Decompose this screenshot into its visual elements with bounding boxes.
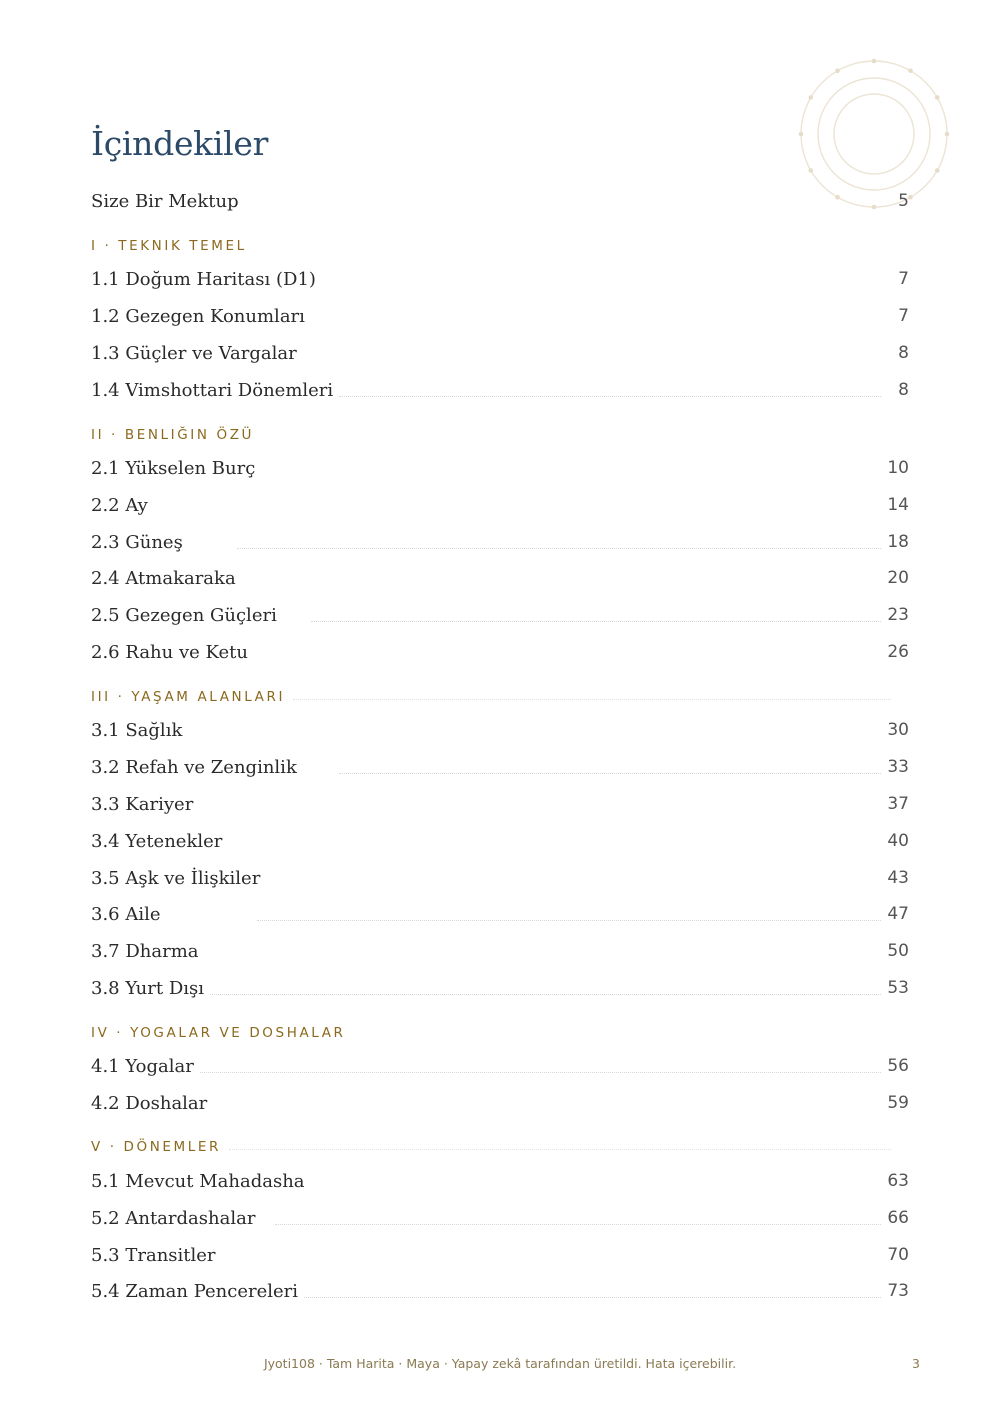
toc-entry[interactable] (91, 973, 909, 1003)
toc-entry-label: 3.4 Yetenekler (91, 831, 228, 852)
toc-entry[interactable] (91, 1203, 909, 1233)
toc-entry-label: 2.2 Ay (91, 495, 154, 516)
toc-entry-label: 3.1 Sağlık (91, 720, 188, 741)
toc-entry-page: 8 (898, 380, 909, 400)
toc-entry-page: 53 (887, 978, 909, 998)
toc-entry-label: 2.5 Gezegen Güçleri (91, 605, 283, 626)
toc-entry[interactable] (91, 375, 909, 405)
toc-entry[interactable] (91, 752, 909, 782)
toc-entry-label: 3.6 Aile (91, 904, 167, 925)
toc-entry-page: 63 (887, 1171, 909, 1191)
toc-entry[interactable] (91, 715, 909, 745)
page-footer: Jyoti108 · Tam Harita · Maya · Yapay zekâ tarafından üretildi. Hata içerebilir. (263, 1356, 737, 1371)
toc-entry[interactable] (91, 490, 909, 520)
toc-entry-page: 37 (887, 794, 909, 814)
page-title: İçindekiler (91, 124, 269, 163)
toc-entry[interactable] (91, 527, 909, 557)
toc-entry-label: 3.2 Refah ve Zenginlik (91, 757, 303, 778)
toc-entry-label: 5.3 Transitler (91, 1245, 222, 1266)
toc-entry-label: 5.2 Antardashalar (91, 1208, 261, 1229)
dot-leader (339, 396, 881, 397)
dot-leader (210, 994, 881, 995)
toc-entry-page: 20 (887, 568, 909, 588)
section-heading-1: I · TEKNIK TEMEL (91, 238, 247, 254)
toc-entry-page: 5 (898, 191, 909, 211)
dot-leader (275, 1224, 881, 1225)
toc-entry-label: 3.8 Yurt Dışı (91, 978, 210, 999)
toc-entry-page: 50 (887, 941, 909, 961)
toc-entry-label: 4.2 Doshalar (91, 1093, 213, 1114)
toc-entry-label: 2.1 Yükselen Burç (91, 458, 261, 479)
toc-entry-page: 7 (898, 306, 909, 326)
toc-entry-page: 30 (887, 720, 909, 740)
toc-entry[interactable] (91, 863, 909, 893)
toc-entry-label: 4.1 Yogalar (91, 1056, 200, 1077)
toc-entry-label: 2.3 Güneş (91, 532, 189, 553)
toc-entry[interactable] (91, 789, 909, 819)
dot-leader (304, 1297, 881, 1298)
toc-entry[interactable] (91, 1088, 909, 1118)
toc-entry[interactable] (91, 338, 909, 368)
toc-entry[interactable] (91, 563, 909, 593)
toc-entry[interactable] (91, 1166, 909, 1196)
toc-entry-label: 1.4 Vimshottari Dönemleri (91, 380, 339, 401)
toc-entry-page: 66 (887, 1208, 909, 1228)
toc-entry-page: 59 (887, 1093, 909, 1113)
toc-entry[interactable] (91, 1240, 909, 1270)
toc-entry-page: 43 (887, 868, 909, 888)
toc-entry-page: 10 (887, 458, 909, 478)
section-heading-3: III · YAŞAM ALANLARI (91, 687, 891, 707)
toc-entry-label: 2.4 Atmakaraka (91, 568, 242, 589)
toc-entry-page: 47 (887, 904, 909, 924)
toc-entry[interactable] (91, 936, 909, 966)
toc-entry-label: 3.5 Aşk ve İlişkiler (91, 868, 266, 889)
toc-entry-label: 2.6 Rahu ve Ketu (91, 642, 254, 663)
toc-entry-page: 70 (887, 1245, 909, 1265)
toc-entry[interactable] (91, 600, 909, 630)
toc-entry-page: 23 (887, 605, 909, 625)
toc-entry-label: 5.4 Zaman Pencereleri (91, 1281, 304, 1302)
dot-leader (311, 621, 881, 622)
dot-leader (229, 1149, 891, 1150)
dot-leader (200, 1072, 881, 1073)
toc-entry-label: 1.1 Doğum Haritası (D1) (91, 269, 322, 290)
toc-entry-page: 56 (887, 1056, 909, 1076)
toc-entry[interactable] (91, 301, 909, 331)
toc-entry[interactable] (91, 899, 909, 929)
toc-entry-label: 1.3 Güçler ve Vargalar (91, 343, 303, 364)
toc-entry-page: 73 (887, 1281, 909, 1301)
toc-entry[interactable] (91, 826, 909, 856)
section-heading-5: V · DÖNEMLER (91, 1137, 891, 1157)
toc-entry-page: 26 (887, 642, 909, 662)
dot-leader (293, 699, 891, 700)
toc-entry-label: 5.1 Mevcut Mahadasha (91, 1171, 311, 1192)
toc-entry-label: 3.3 Kariyer (91, 794, 199, 815)
section-heading-4: IV · YOGALAR VE DOSHALAR (91, 1025, 346, 1041)
footer-page-number: 3 (912, 1356, 920, 1371)
toc-entry-label: 3.7 Dharma (91, 941, 205, 962)
section-heading-2: II · BENLIĞIN ÖZÜ (91, 427, 255, 443)
dot-leader (237, 548, 881, 549)
toc-entry-page: 33 (887, 757, 909, 777)
toc-entry[interactable] (91, 1051, 909, 1081)
dot-leader (257, 920, 881, 921)
toc-entry-page: 40 (887, 831, 909, 851)
dot-leader (339, 773, 881, 774)
toc-entry-label: Size Bir Mektup (91, 191, 245, 212)
toc-entry[interactable] (91, 1276, 909, 1306)
toc-entry-page: 8 (898, 343, 909, 363)
toc-entry[interactable] (91, 637, 909, 667)
toc-entry-page: 14 (887, 495, 909, 515)
toc-entry[interactable] (91, 264, 909, 294)
toc-entry-intro[interactable] (91, 186, 909, 216)
toc-entry[interactable] (91, 453, 909, 483)
toc-entry-page: 7 (898, 269, 909, 289)
toc-entry-page: 18 (887, 532, 909, 552)
toc-entry-label: 1.2 Gezegen Konumları (91, 306, 311, 327)
